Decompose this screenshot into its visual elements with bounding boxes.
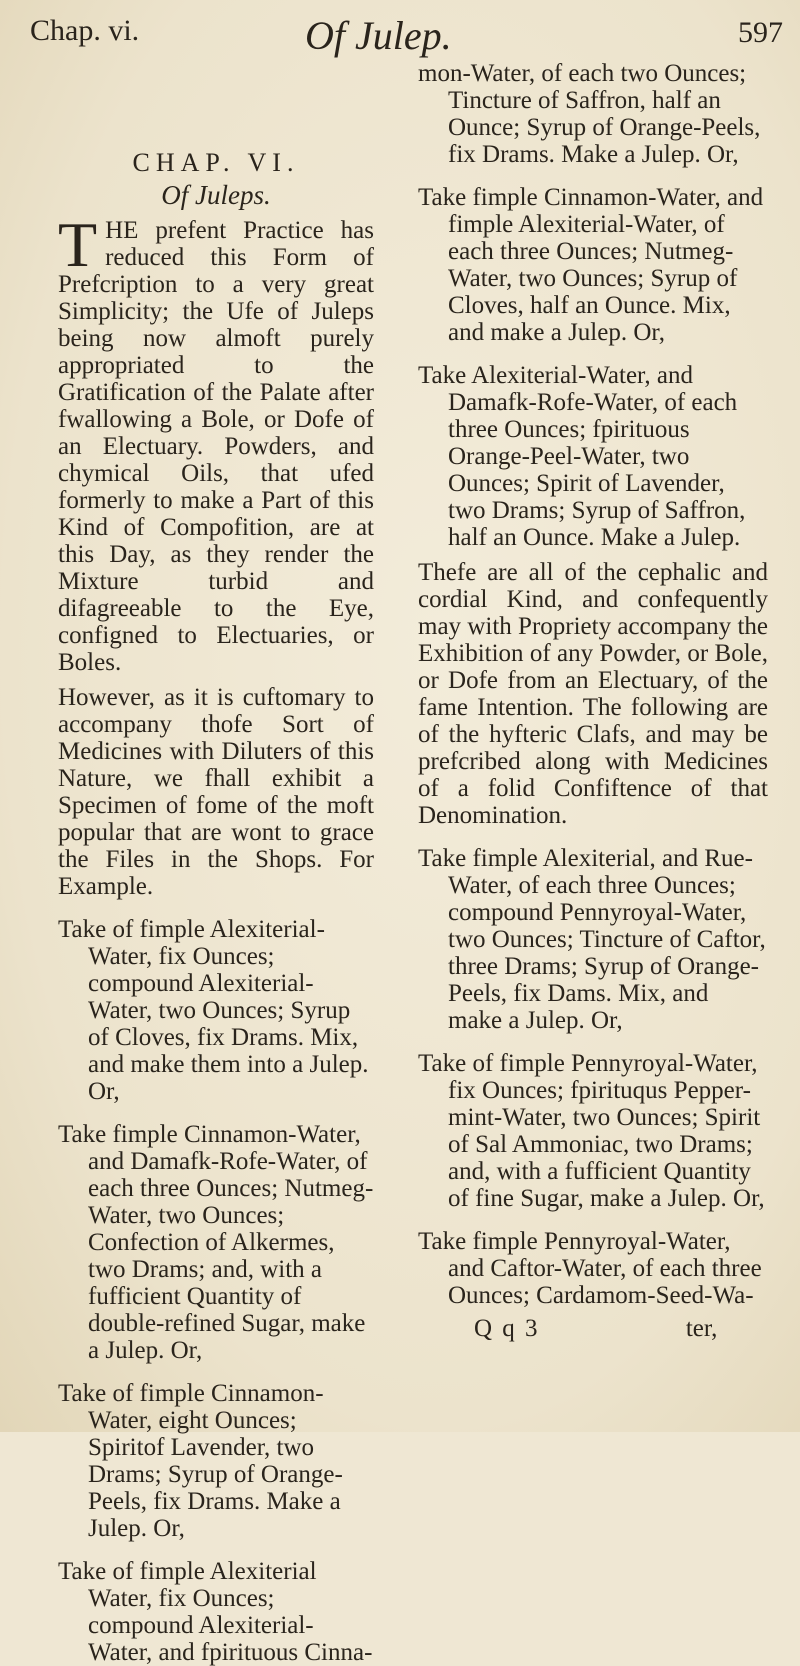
running-head-chapter: Chap. vi. — [30, 14, 140, 47]
catchword: ter, — [685, 1315, 718, 1342]
signature-mark: Q q 3 — [474, 1315, 540, 1342]
recipe-8: Take of fimple Pennyroyal-Water, fix Ounces; fpirituqus Pepper-mint-Water, two Ounces; Spirit of Sal Ammoniac, two Drams; and, with a fufficient Quantity of fine Sugar, make a Julep. Or, — [418, 1050, 765, 1212]
chapter-subtitle: Of Juleps. — [161, 180, 271, 210]
left-column — [58, 60, 374, 1666]
recipe-7: Take fimple Alexiterial, and Rue-Water, of each three Ounces; compound Pennyroyal-Water, two Ounces; Tincture of Caftor, three Drams; Syrup of Orange-Peels, fix Dams. Mix, and make a Julep. Or, — [418, 845, 766, 1034]
right-column — [418, 60, 768, 1343]
recipe-4: Take of fimple Alexiterial Water, fix Ounces; compound Alexiterial-Water, and fpirituous Cinna- — [58, 1558, 373, 1666]
recipe-2: Take fimple Cinnamon-Water, and Damafk-Rofe-Water, of each three Ounces; Nutmeg-Water, two Ounces; Confection of Alkermes, two Drams; and, with a fufficient Quantity of double-refined Sugar, make a Julep. Or, — [58, 1121, 374, 1364]
intro-paragraph — [58, 209, 374, 676]
recipe-6: Take Alexiterial-Water, and Damafk-Rofe-Water, of each three Ounces; fpirituous Orange-Peel-Water, two Ounces; Spirit of Lavender, two Drams; Syrup of Saffron, half an Ounce. Make a Julep. — [418, 362, 746, 551]
chapter-heading: CHAP. VI. — [132, 148, 300, 177]
intro-text: HE prefent Practice has reduced this Form of Prefcription to a very great Simplicity; the Ufe of Juleps being now almoft purely appropriated to the Gratification of the Palate after fwallowing a Bole, or Dofe of an Electuary. Powders, and chymical Oils, that ufed formerly to make a Part of this Kind of Compofition, are at this Day, as they render the Mixture turbid and difagreeable to the Eye, configned to Electuaries, or Boles. — [58, 217, 374, 676]
recipe-1: Take of fimple Alexiterial-Water, fix Ounces; compound Alexiterial-Water, two Ounces; Syrup of Cloves, fix Drams. Mix, and make them into a Julep. Or, — [58, 916, 369, 1105]
page-number: 597 — [738, 16, 783, 49]
recipe-5: Take fimple Cinnamon-Water, and fimple Alexiterial-Water, of each three Ounces; Nutmeg-Water, two Ounces; Syrup of Cloves, half an Ounce. Mix, and make a Julep. Or, — [418, 184, 764, 346]
recipe-continuation: mon-Water, of each two Ounces; Tincture of Saffron, half an Ounce; Syrup of Orange-Peels, fix Drams. Make a Julep. Or, — [418, 60, 761, 168]
recipe-3: Take of fimple Cinnamon-Water, eight Ounces; Spiritof Lavender, two Drams; Syrup of Orange-Peels, fix Drams. Make a Julep. Or, — [58, 1380, 343, 1542]
running-head-title: Of Julep. — [305, 13, 452, 58]
page-footer — [418, 1315, 768, 1343]
drop-cap: T — [58, 209, 98, 280]
paragraph-however: However, as it is cuftomary to accompany thofe Sort of Medicines with Diluters of this Nature, we fhall exhibit a Specimen of fome of the moft popular that are wont to grace the Files in the Shops. For Example. — [58, 684, 374, 900]
paragraph-cephalic: Thefe are all of the cephalic and cordial Kind, and confequently may with Propriety accompany the Exhibition of any Powder, or Bole, or Dofe from an Electuary, of the fame Intention. The following are of the hyfteric Clafs, and may be prefcribed along with Medicines of a folid Confiftence of that Denomination. — [418, 559, 768, 829]
recipe-9: Take fimple Pennyroyal-Water, and Caftor-Water, of each three Ounces; Cardamom-Seed-Wa- — [418, 1228, 762, 1309]
